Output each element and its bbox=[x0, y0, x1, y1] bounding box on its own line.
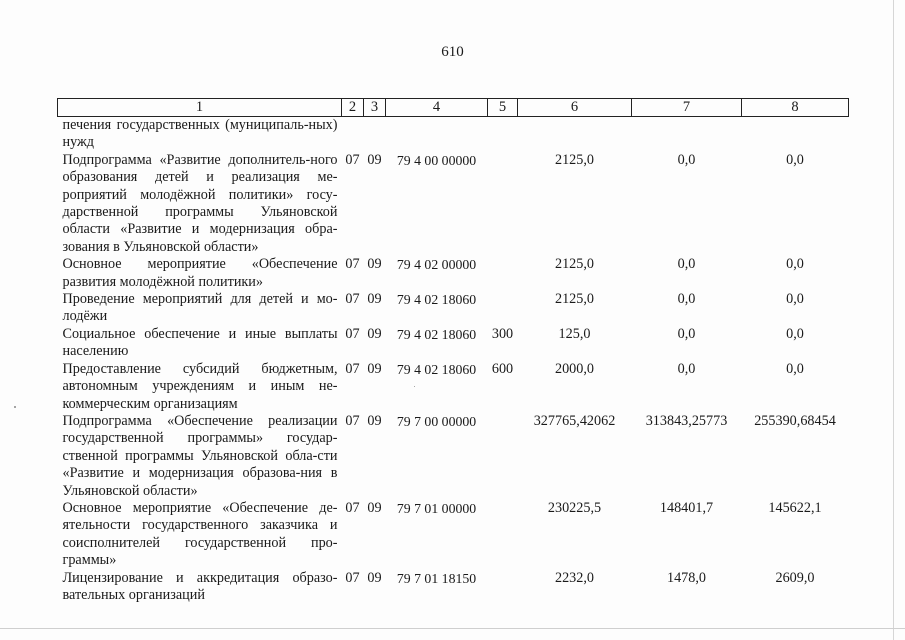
row-amount-col7: 0,0 bbox=[677, 291, 696, 308]
row-amount-col7: 1478,0 bbox=[666, 569, 706, 586]
table-row bbox=[58, 152, 849, 256]
row-section-code: 07 bbox=[345, 325, 360, 342]
row-subsection-code: 09 bbox=[367, 569, 382, 586]
table-row bbox=[58, 326, 849, 361]
row-subsection-code: 09 bbox=[367, 151, 382, 168]
row-subsection-code: 09 bbox=[367, 499, 382, 516]
row-amount-col7: 0,0 bbox=[677, 360, 696, 377]
table-row bbox=[58, 291, 849, 326]
row-amount-col7 bbox=[632, 117, 742, 152]
row-section-code: 07 bbox=[345, 256, 360, 273]
row-target-item-code: 79 4 02 18060 bbox=[396, 361, 477, 377]
row-amount-col6: 230225,5 bbox=[547, 499, 602, 516]
table-row bbox=[58, 570, 849, 605]
scan-edge-bottom bbox=[0, 628, 905, 629]
row-section-code: 07 bbox=[345, 151, 360, 168]
row-subsection-code: 09 bbox=[367, 325, 382, 342]
row-name: Подпрограмма «Развитие дополнитель-ного образования детей и реализация ме-роприятий молодёжной политики» госу-дарственной программы Ульяновской области «Развитие и модернизация обра-зования в Ульяновской области» bbox=[62, 151, 338, 255]
table-row bbox=[58, 500, 849, 570]
row-section-code: 07 bbox=[345, 360, 360, 377]
row-section-code: 07 bbox=[345, 499, 360, 516]
row-amount-col6: 2125,0 bbox=[554, 151, 594, 168]
table-header-row bbox=[58, 99, 849, 117]
row-expense-type-code: 600 bbox=[491, 360, 514, 377]
scan-edge-right bbox=[893, 0, 894, 640]
row-amount-col6: 125,0 bbox=[558, 325, 591, 342]
row-amount-col6 bbox=[518, 117, 632, 152]
column-header: 5 bbox=[488, 99, 518, 117]
column-header: 6 bbox=[518, 99, 632, 117]
row-subsection-code bbox=[364, 117, 386, 152]
row-amount-col8 bbox=[742, 117, 849, 152]
row-name: Проведение мероприятий для детей и мо-лодёжи bbox=[62, 291, 338, 325]
row-name: Предоставление субсидий бюджетным, автономным учреждениям и иным не-коммерческим организациям bbox=[62, 360, 338, 412]
row-name: Социальное обеспечение и иные выплаты населению bbox=[62, 325, 338, 360]
column-header: 1 bbox=[58, 99, 342, 117]
table-row bbox=[58, 361, 849, 413]
row-section-code: 07 bbox=[345, 569, 360, 586]
row-amount-col7: 148401,7 bbox=[659, 499, 714, 516]
row-amount-col7: 313843,25773 bbox=[645, 412, 728, 429]
row-section-code bbox=[342, 117, 364, 152]
row-subsection-code: 09 bbox=[367, 256, 382, 273]
row-amount-col6: 2000,0 bbox=[554, 360, 594, 377]
scan-speck bbox=[14, 406, 16, 408]
row-target-item-code: 79 7 01 18150 bbox=[396, 570, 477, 586]
row-expense-type-code: 300 bbox=[491, 325, 514, 342]
row-name: Основное мероприятие «Обеспечение де-ятельности государственного заказчика и соисполнителей государственной про-граммы» bbox=[62, 499, 338, 569]
column-header: 3 bbox=[364, 99, 386, 117]
column-header: 7 bbox=[632, 99, 742, 117]
row-expense-type-code bbox=[488, 291, 518, 326]
row-amount-col8: 2609,0 bbox=[775, 569, 815, 586]
table-row bbox=[58, 256, 849, 291]
row-target-item-code: 79 4 02 00000 bbox=[396, 257, 477, 273]
row-target-item-code: 79 4 02 18060 bbox=[396, 292, 477, 308]
row-subsection-code: 09 bbox=[367, 412, 382, 429]
row-target-item-code bbox=[386, 117, 488, 152]
page-number: 610 bbox=[441, 44, 464, 60]
row-subsection-code: 09 bbox=[367, 360, 382, 377]
row-expense-type-code bbox=[488, 152, 518, 256]
budget-table bbox=[57, 98, 849, 604]
row-amount-col6: 2125,0 bbox=[554, 291, 594, 308]
row-target-item-code: 79 4 00 00000 bbox=[396, 152, 477, 168]
row-amount-col8: 0,0 bbox=[786, 325, 804, 342]
table-row bbox=[58, 117, 849, 152]
row-amount-col8: 145622,1 bbox=[768, 499, 822, 516]
table-row bbox=[58, 413, 849, 500]
row-amount-col8: 255390,68454 bbox=[754, 412, 836, 429]
row-section-code: 07 bbox=[345, 291, 360, 308]
row-amount-col6: 2232,0 bbox=[554, 569, 594, 586]
row-section-code: 07 bbox=[345, 412, 360, 429]
table-body bbox=[58, 117, 849, 605]
row-expense-type-code bbox=[488, 117, 518, 152]
row-expense-type-code bbox=[488, 570, 518, 605]
row-target-item-code: 79 7 01 00000 bbox=[396, 500, 477, 516]
row-name: Основное мероприятие «Обеспечение развития молодёжной политики» bbox=[62, 256, 338, 290]
row-name: Подпрограмма «Обеспечение реализации государственной программы» государ-ственной программы Ульяновской обла-сти «Развитие и модернизация образова-ния в Ульяновской области» bbox=[62, 412, 338, 499]
row-amount-col8: 0,0 bbox=[786, 291, 804, 308]
row-amount-col6: 327765,42062 bbox=[533, 412, 616, 429]
row-target-item-code: 79 4 02 18060 bbox=[396, 326, 477, 342]
column-header: 2 bbox=[342, 99, 364, 117]
column-header: 8 bbox=[742, 99, 849, 117]
row-amount-col6: 2125,0 bbox=[554, 256, 594, 273]
row-target-item-code: 79 7 00 00000 bbox=[396, 413, 477, 429]
row-subsection-code: 09 bbox=[367, 291, 382, 308]
row-expense-type-code bbox=[488, 413, 518, 500]
row-amount-col8: 0,0 bbox=[786, 256, 804, 273]
column-header: 4 bbox=[386, 99, 488, 117]
row-amount-col8: 0,0 bbox=[786, 151, 804, 168]
row-expense-type-code bbox=[488, 500, 518, 570]
row-amount-col8: 0,0 bbox=[786, 360, 804, 377]
row-amount-col7: 0,0 bbox=[677, 325, 696, 342]
row-amount-col7: 0,0 bbox=[677, 151, 696, 168]
row-name: печения государственных (муниципаль-ных) нужд bbox=[62, 117, 338, 151]
row-expense-type-code bbox=[488, 256, 518, 291]
row-amount-col7: 0,0 bbox=[677, 256, 696, 273]
row-name: Лицензирование и аккредитация образо-вательных организаций bbox=[62, 569, 338, 603]
